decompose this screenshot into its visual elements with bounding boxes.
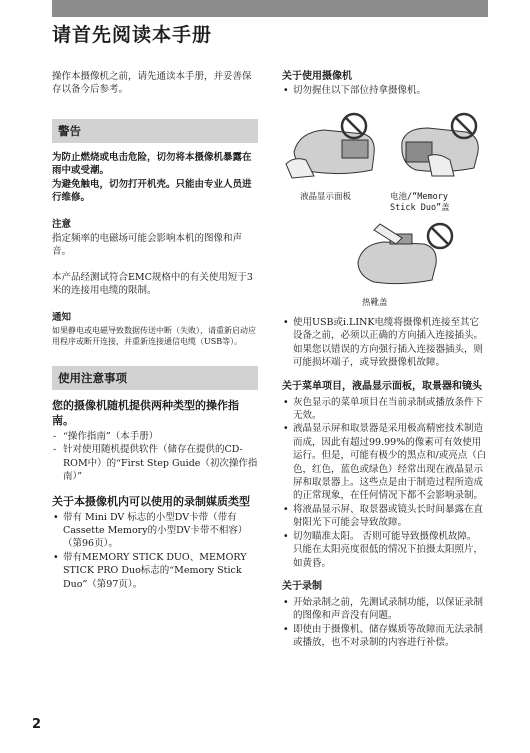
list-item: • 带有MEMORY STICK DUO、MEMORY STICK PRO Duo标志的“Memory Stick Duo”（第97页）。 — [52, 551, 258, 591]
list-item: • 液晶显示屏和取景器是采用极高精密技术制造而成，因此有超过99.99%的像素可有效使用运行。但是，可能有极少的黑点和/或亮点（白色，红色，蓝色或绿色）经常出现在液晶显示屏和取景器上。这些点是由于制造过程所造成的正常现象，在任何情况下都不会影响录制。 — [282, 422, 488, 502]
camera-shoe-figure — [350, 218, 460, 288]
caution-text-1: 指定频率的电磁场可能会影响本机的图像和声音。 — [52, 232, 243, 258]
right-column — [282, 70, 488, 97]
usage-heading-media: 关于本摄像机内可以使用的录制媒质类型 — [52, 494, 250, 508]
notice-title: 通知 — [52, 312, 72, 324]
list-item: • 使用USB或i.LINK电缆将摄像机连接至其它设备之前，必须以正确的方向插入连接插头。 如果您以错误的方向强行插入连接器插头，则可能损坏端子，或导致摄像机故障。 — [282, 316, 488, 370]
list-item: • 切勿握住以下部位持拿摄像机。 — [282, 84, 488, 97]
warning-text-2: 为避免触电，切勿打开机壳。只能由专业人员进行维修。 — [52, 178, 252, 204]
warning-header: 警告 — [52, 119, 258, 143]
caution-title: 注意 — [52, 219, 72, 231]
list-item: - 针对使用随机提供软件（储存在提供的CD-ROM中）的“First Step Guide（初次操作指南）” — [52, 443, 258, 483]
list-item: • 即使由于摄像机、储存媒质等故障而无法录制或播放，也不对录制的内容进行补偿。 — [282, 623, 488, 650]
rec-list — [282, 596, 488, 650]
right-column-lower — [282, 316, 488, 650]
usage-header: 使用注意事项 — [52, 366, 258, 390]
header-bar — [52, 0, 488, 17]
warning-text-1: 为防止燃烧或电击危险，切勿将本摄像机暴露在雨中或受潮。 — [52, 151, 252, 177]
label-shoe: 热靴盖 — [362, 298, 388, 308]
media-list — [52, 511, 258, 591]
list-item: • 灰色显示的菜单项目在当前录制或播放条件下无效。 — [282, 396, 488, 423]
list-item: • 切勿瞄准太阳。 否则可能导致摄像机故障。 只能在太阳亮度很低的情况下拍摄太阳照片，如黄昏。 — [282, 530, 488, 570]
label-lcd: 液晶显示面板 — [300, 192, 352, 202]
label-battery: 电池/“Memory Stick Duo”盖 — [390, 192, 450, 213]
camera-lcd-figure — [284, 112, 384, 182]
list-item: - “操作指南”（本手册） — [52, 430, 258, 443]
page-number: 2 — [32, 717, 42, 732]
usage-heading-guides: 您的摄像机随机提供两种类型的操作指南。 — [52, 398, 239, 427]
list-item: • 将液晶显示屏、取景器或镜头长时间暴露在直射阳光下可能会导致故障。 — [282, 503, 488, 530]
guides-list — [52, 430, 258, 484]
list-item: • 开始录制之前，先测试录制功能，以保证录制的图像和声音没有问题。 — [282, 596, 488, 623]
camera-battery-figure — [388, 112, 488, 182]
notice-text: 如果静电或电磁导致数据传送中断（失败），请重新启动应用程序或断开连接，并重新连接通信电缆（USB等）。 — [52, 325, 256, 347]
menu-title: 关于菜单项目，液晶显示面板，取景器和镜头 — [282, 380, 482, 392]
left-column — [52, 70, 258, 591]
intro-text: 操作本摄像机之前，请先通读本手册，并妥善保存以备今后参考。 — [52, 71, 252, 96]
caution-text-2: 本产品经测试符合EMC规格中的有关使用短于3米的连接用电缆的限制。 — [52, 271, 253, 297]
menu-list — [282, 396, 488, 570]
rec-title: 关于录制 — [282, 580, 322, 592]
list-item: • 带有 Mini DV 标志的小型DV卡带（带有Cassette Memory的小型DV卡带不相容）（第96页）。 — [52, 511, 258, 551]
usb-list — [282, 316, 488, 370]
use-list — [282, 84, 488, 97]
page-title: 请首先阅读本手册 — [52, 24, 213, 46]
use-title: 关于使用摄像机 — [282, 71, 352, 82]
